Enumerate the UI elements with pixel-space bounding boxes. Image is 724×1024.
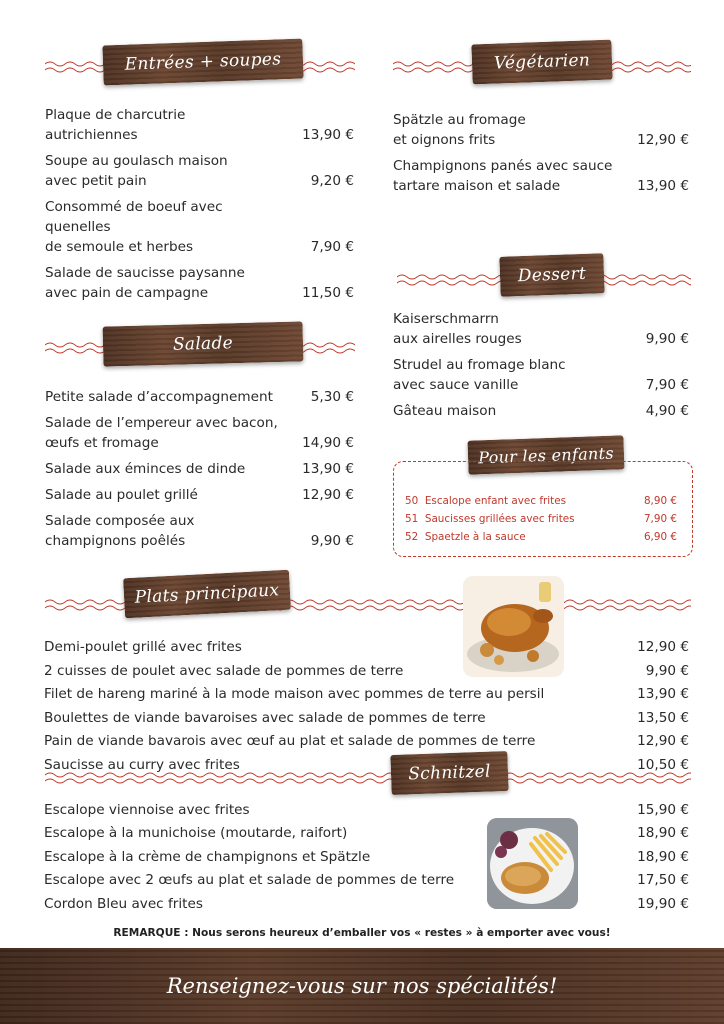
- menu-item: [44, 661, 689, 681]
- kids-item-price: 7,90 €: [643, 513, 677, 525]
- menu-item: [393, 355, 689, 395]
- item-price: 9,90 €: [645, 331, 689, 347]
- section-title-salade: Salade: [103, 321, 304, 366]
- item-name: Salade composée aux: [45, 513, 195, 529]
- vegetarien-list: [393, 110, 689, 202]
- plats-list: [44, 637, 689, 779]
- item-name: Gâteau maison: [393, 403, 497, 419]
- item-price: 13,50 €: [637, 709, 689, 726]
- item-name: Soupe au goulasch maison: [45, 153, 228, 169]
- item-price: 13,90 €: [302, 461, 354, 477]
- menu-item: [44, 894, 689, 914]
- item-name: Kaiserschmarrn: [393, 311, 499, 327]
- section-title-entrees: Entrées + soupes: [102, 39, 303, 86]
- item-price: 7,90 €: [645, 377, 689, 393]
- footer-text: Renseignez-vous sur nos spécialités!: [166, 974, 558, 998]
- menu-item: [44, 684, 689, 704]
- item-price: 12,90 €: [302, 487, 354, 503]
- kids-item: [405, 531, 677, 543]
- item-name-2: champignons poêlés: [45, 533, 186, 549]
- section-title-enfants: Pour les enfants: [467, 435, 624, 474]
- menu-item: [44, 731, 689, 751]
- entrees-list: [45, 105, 354, 309]
- item-name: Pain de viande bavarois avec œuf au plat et salade de pommes de terre: [44, 733, 536, 750]
- kids-item: [405, 495, 677, 507]
- section-title-schnitzel: Schnitzel: [390, 751, 508, 795]
- item-name-2: autrichiennes: [45, 127, 138, 143]
- item-name: Champignons panés avec sauce: [393, 158, 613, 174]
- item-price: 7,90 €: [310, 239, 354, 255]
- kids-item-price: 6,90 €: [643, 531, 677, 543]
- item-price: 4,90 €: [645, 403, 689, 419]
- item-price: 17,50 €: [637, 872, 689, 889]
- menu-item: [45, 263, 354, 303]
- menu-item: [45, 197, 354, 257]
- item-name: Salade aux éminces de dinde: [45, 461, 246, 477]
- item-price: 13,90 €: [637, 686, 689, 703]
- menu-item: [393, 309, 689, 349]
- menu-item: [44, 755, 689, 775]
- item-name: Cordon Bleu avec frites: [44, 895, 203, 912]
- kids-item-number: 51: [405, 513, 419, 525]
- item-price: 19,90 €: [637, 895, 689, 912]
- kids-item-name: Spaetzle à la sauce: [424, 531, 526, 543]
- kids-item-price: 8,90 €: [643, 495, 677, 507]
- item-name: Salade de saucisse paysanne: [45, 265, 245, 281]
- menu-item: [44, 823, 689, 843]
- menu-item: [45, 151, 354, 191]
- menu-item: [45, 105, 354, 145]
- menu-item: [393, 401, 689, 421]
- section-title-vegetarien: Végétarien: [471, 40, 612, 85]
- footer-banner: [0, 948, 724, 1024]
- section-title-plats: Plats principaux: [123, 570, 291, 619]
- item-name: Consommé de boeuf avec quenelles: [45, 199, 223, 235]
- kids-item-number: 52: [405, 531, 419, 543]
- item-name-2: tartare maison et salade: [393, 178, 561, 194]
- item-name: Salade de l’empereur avec bacon,: [45, 415, 278, 431]
- item-name: Boulettes de viande bavaroises avec salade de pommes de terre: [44, 709, 486, 726]
- item-price: 9,90 €: [310, 533, 354, 549]
- item-name-2: avec pain de campagne: [45, 285, 209, 301]
- item-name-2: aux airelles rouges: [393, 331, 522, 347]
- kids-item-name: Escalope enfant avec frites: [424, 495, 567, 507]
- item-price: 9,20 €: [310, 173, 354, 189]
- remark-note: REMARQUE : Nous serons heureux d’emballer vos « restes » à emporter avec vous!: [113, 927, 611, 939]
- section-title-dessert: Dessert: [499, 253, 604, 297]
- item-name: Plaque de charcutrie: [45, 107, 186, 123]
- menu-item: [45, 387, 354, 407]
- item-price: 10,50 €: [637, 756, 689, 773]
- item-price: 12,90 €: [637, 639, 689, 655]
- menu-item: [44, 847, 689, 867]
- salade-list: [45, 387, 354, 557]
- kids-item-number: 50: [405, 495, 419, 507]
- item-name: Strudel au fromage blanc: [393, 357, 566, 373]
- menu-item: [45, 459, 354, 479]
- item-name-2: avec petit pain: [45, 173, 147, 189]
- menu-item: [393, 156, 689, 196]
- item-price: 14,90 €: [302, 435, 354, 451]
- item-name: Escalope viennoise avec frites: [44, 802, 250, 818]
- item-price: 13,90 €: [302, 127, 354, 143]
- item-price: 11,50 €: [302, 285, 354, 301]
- item-name: Saucisse au curry avec frites: [44, 756, 240, 773]
- menu-item: [45, 511, 354, 551]
- menu-item: [44, 637, 689, 657]
- item-price: 18,90 €: [637, 825, 689, 842]
- menu-item: [45, 413, 354, 453]
- item-price: 9,90 €: [645, 662, 689, 679]
- item-price: 13,90 €: [637, 178, 689, 194]
- item-name: Filet de hareng mariné à la mode maison avec pommes de terre au persil: [44, 686, 545, 703]
- item-name: Escalope avec 2 œufs au plat et salade de pommes de terre: [44, 872, 455, 889]
- item-name: Escalope à la crème de champignons et Spätzle: [44, 848, 371, 865]
- kids-item-name: Saucisses grillées avec frites: [424, 513, 575, 525]
- item-price: 5,30 €: [310, 389, 354, 405]
- dessert-list: [393, 309, 689, 427]
- item-name-2: avec sauce vanille: [393, 377, 519, 393]
- item-name-2: œufs et fromage: [45, 435, 159, 451]
- item-price: 18,90 €: [637, 848, 689, 865]
- menu-item: [44, 870, 689, 890]
- menu-item: [44, 708, 689, 728]
- item-price: 12,90 €: [637, 132, 689, 148]
- item-name: Demi-poulet grillé avec frites: [44, 639, 242, 655]
- item-name-2: de semoule et herbes: [45, 239, 194, 255]
- item-name-2: et oignons frits: [393, 132, 496, 148]
- menu-item: [44, 800, 689, 820]
- item-name: Petite salade d’accompagnement: [45, 389, 273, 405]
- menu-item: [393, 110, 689, 150]
- kids-item: [405, 513, 677, 525]
- menu-item: [45, 485, 354, 505]
- item-name: Salade au poulet grillé: [45, 487, 198, 503]
- item-price: 12,90 €: [637, 733, 689, 750]
- item-name: Spätzle au fromage: [393, 112, 526, 128]
- item-name: Escalope à la munichoise (moutarde, raifort): [44, 825, 348, 842]
- item-price: 15,90 €: [637, 802, 689, 818]
- item-name: 2 cuisses de poulet avec salade de pommes de terre: [44, 662, 404, 679]
- schnitzel-list: [44, 800, 689, 917]
